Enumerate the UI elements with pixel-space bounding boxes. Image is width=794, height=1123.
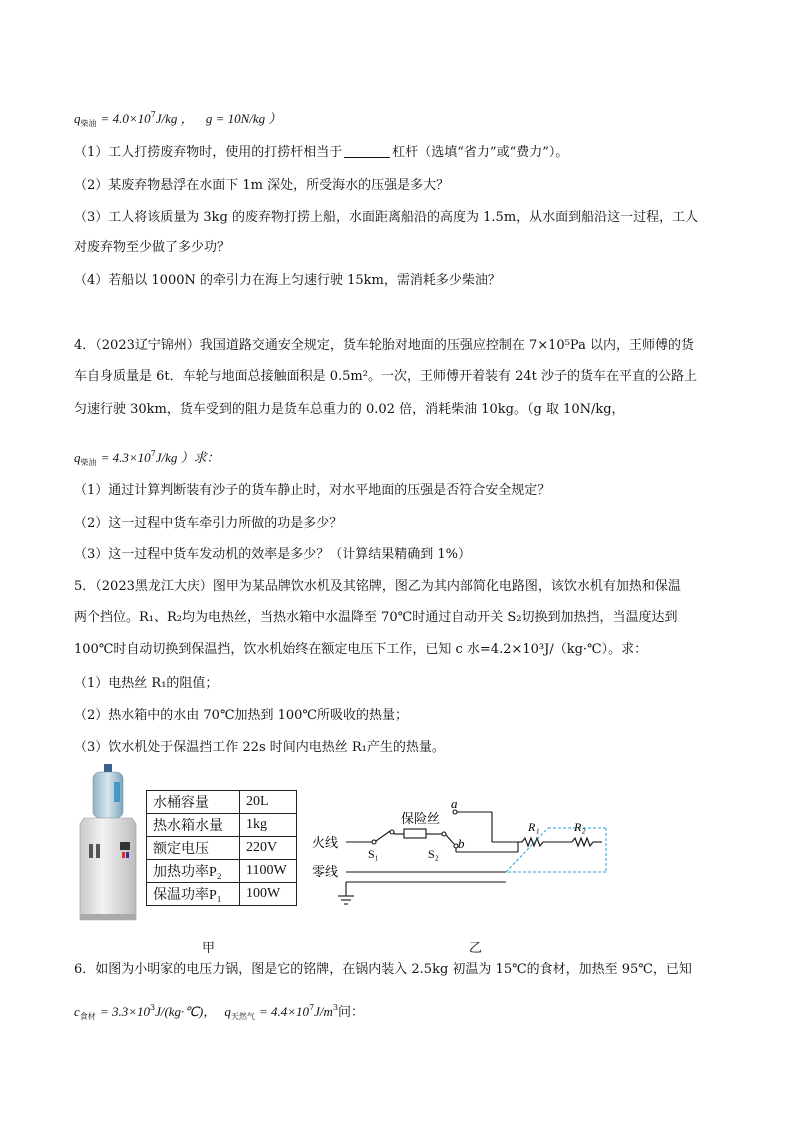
water-dispenser-illustration <box>76 764 140 926</box>
g-value: g = 10N/kg ） <box>205 111 282 126</box>
table-cell: 220V <box>240 837 297 860</box>
q-value: = 4.3×10 <box>100 450 151 465</box>
circuit-diagram <box>310 786 620 916</box>
q5-stem-line3: 100℃时自动切换到保温挡，饮水机始终在额定电压下工作，已知 c 水=4.2×10³J/（kg·℃）。求： <box>74 642 648 657</box>
figure-a-caption: 甲 <box>202 941 216 956</box>
q-symbol: q <box>74 111 81 126</box>
switch-s1-label: S₁ <box>368 847 379 861</box>
neutral-wire-label: 零线 <box>312 865 339 880</box>
c-exponent: 3 <box>149 1003 156 1012</box>
contact-a-label: a <box>451 796 458 811</box>
table-row <box>147 883 297 906</box>
c-value: = 3.3×10 <box>99 1004 150 1019</box>
q6-stem-line1: 6．如图为小明家的电压力锅，图是它的铭牌，在锅内装入 2.5kg 初温为 15℃的食材，加热至 95℃，已知 <box>74 962 692 977</box>
q4-formula-line <box>74 444 734 473</box>
figure-b-caption: 乙 <box>469 941 483 956</box>
table-row <box>147 791 297 814</box>
table-row <box>147 860 297 883</box>
q-subscript: 柴油 <box>80 458 97 467</box>
c-symbol: c <box>74 1004 80 1019</box>
q-unit: J/kg ， <box>155 111 194 126</box>
answer-blank[interactable] <box>344 145 390 158</box>
c-subscript: 食材 <box>79 1012 96 1021</box>
q3-part1 <box>74 143 734 163</box>
q4-part3: （3）这一过程中货车发动机的效率是多少？（计算结果精确到 1%） <box>74 547 472 562</box>
q-symbol: q <box>74 450 81 465</box>
q4-part2: （2）这一过程中货车牵引力所做的功是多少？ <box>74 516 343 531</box>
q4-stem-line2: 车自身质量是 6t．车轮与地面总接触面积是 0.5m²。一次，王师傅开着装有 24t 沙子的货车在平直的公路上 <box>74 369 698 384</box>
table-cell: 加热功率P₂ <box>147 860 240 883</box>
q-value: = 4.0×10 <box>100 111 151 126</box>
table-cell: 100W <box>240 883 297 906</box>
q5-part2: （2）热水箱中的水由 70℃加热到 100℃所吸收的热量； <box>74 708 408 723</box>
q3-part2: （2）某废弃物悬浮在水面下 1m 深处，所受海水的压强是多大？ <box>74 178 450 193</box>
table-cell: 热水箱水量 <box>147 814 240 837</box>
table-cell: 额定电压 <box>147 837 240 860</box>
q-subscript: 天然气 <box>230 1012 255 1021</box>
q-unit: J/kg ）求： <box>155 450 220 465</box>
q-exponent: 7 <box>150 449 156 458</box>
q4-stem-line3: 匀速行驶 30km，货车受到的阻力是货车总重力的 0.02 倍，消耗柴油 10kg。（g 取 10N/kg， <box>74 402 625 417</box>
q3-part1-text-a: （1）工人打捞废弃物时，使用的打捞杆相当于 <box>74 145 343 160</box>
table-cell: 1100W <box>240 860 297 883</box>
fuse-label: 保险丝 <box>401 812 441 827</box>
q6-question-tail: 问： <box>338 1005 365 1020</box>
table-cell: 20L <box>240 791 297 814</box>
table-cell: 保温功率P₁ <box>147 883 240 906</box>
q3-formula-line <box>74 105 734 134</box>
q-unit-exponent: 3 <box>332 1003 339 1012</box>
q-unit: J/m <box>314 1004 333 1019</box>
switch-s2-label: S₂ <box>428 847 439 861</box>
q3-part4: （4）若船以 1000N 的牵引力在海上匀速行驶 15km，需消耗多少柴油？ <box>74 273 501 288</box>
q5-part3: （3）饮水机处于保温挡工作 22s 时间内电热丝 R₁产生的热量。 <box>74 740 445 755</box>
live-wire-label: 火线 <box>312 836 339 851</box>
table-cell: 水桶容量 <box>147 791 240 814</box>
resistor-r1-label: R₁ <box>528 820 540 834</box>
q6-formula-line <box>74 998 734 1027</box>
q5-stem-line1: 5．（2023黑龙江大庆）图甲为某品牌饮水机及其铭牌，图乙为其内部简化电路图，该饮水机有加热和保温 <box>74 579 681 594</box>
contact-b-label: b <box>458 836 465 851</box>
q4-part1: （1）通过计算判断装有沙子的货车静止时，对水平地面的压强是否符合安全规定？ <box>74 483 551 498</box>
c-unit: J/(kg·℃)， <box>155 1004 217 1019</box>
table-cell: 1kg <box>240 814 297 837</box>
q-symbol: q <box>224 1004 231 1019</box>
q4-stem-line1: 4．（2023辽宁锦州）我国道路交通安全规定，货车轮胎对地面的压强应控制在 7×10⁵Pa 以内，王师傅的货 <box>74 338 694 353</box>
q-exponent: 7 <box>150 110 156 119</box>
q3-part3-line1: （3）工人将该质量为 3kg 的废弃物打捞上船，水面距离船沿的高度为 1.5m，从水面到船沿这一过程，工人 <box>74 210 699 225</box>
resistor-r2-label: R₂ <box>574 820 586 834</box>
q-subscript: 柴油 <box>80 119 97 128</box>
q-exponent: 7 <box>309 1003 315 1012</box>
q3-part3-line2: 对废弃物至少做了多少功？ <box>74 240 231 255</box>
nameplate-table <box>146 790 297 906</box>
q3-part1-text-b: 杠杆（选填“省力”或“费力”）。 <box>392 145 569 160</box>
table-row <box>147 814 297 837</box>
table-row <box>147 837 297 860</box>
q-value: = 4.4×10 <box>259 1004 310 1019</box>
q5-stem-line2: 两个挡位。R₁、R₂均为电热丝，当热水箱中水温降至 70℃时通过自动开关 S₂切换到加热挡，当温度达到 <box>74 610 678 625</box>
q5-part1: （1）电热丝 R₁的阻值； <box>74 676 219 691</box>
